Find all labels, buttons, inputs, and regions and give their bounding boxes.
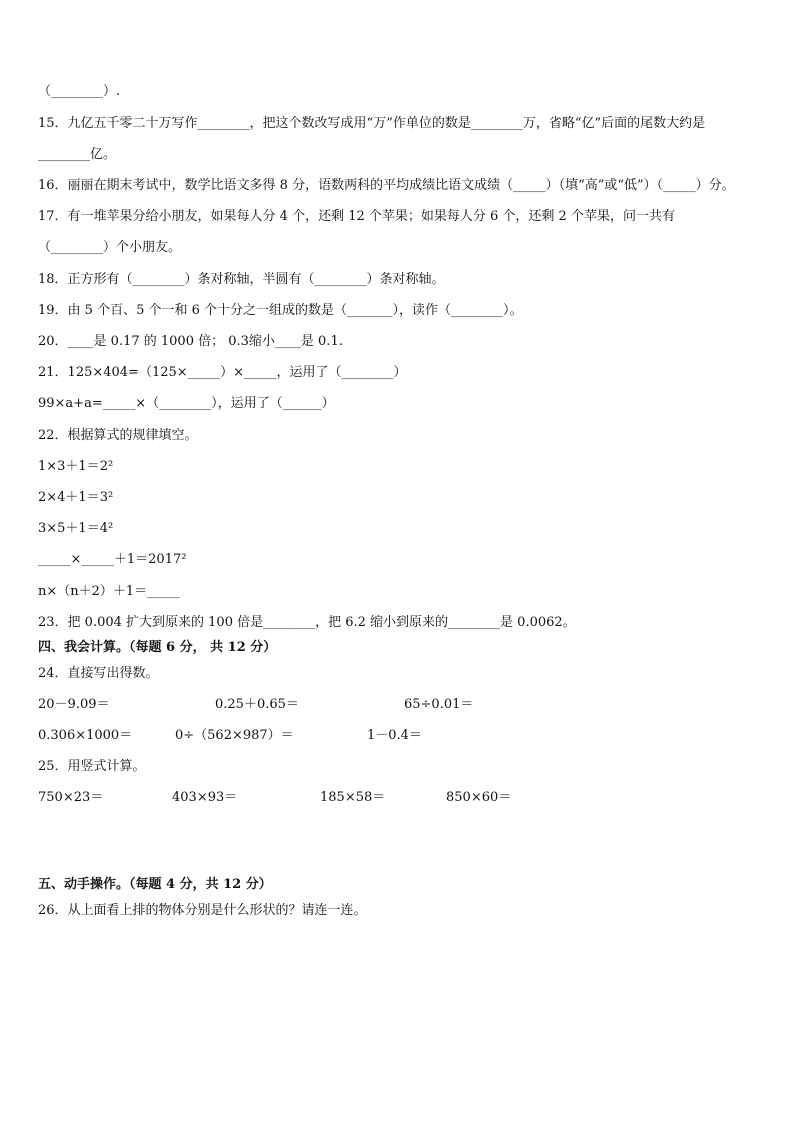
pattern-line-2: 2×4＋1＝3² [38,490,114,505]
question-17: 17．有一堆苹果分给小朋友，如果每人分 4 个，还剩 12 个苹果；如果每人分 6 个，还剩 2 个苹果，问一共有 [38,209,675,224]
section-4-heading: 四、我会计算。（每题 6 分， 共 12 分） [38,640,277,655]
calc-item: 20－9.09＝ [38,697,110,712]
question-16: 16．丽丽在期末考试中，数学比语文多得 8 分，语数两科的平均成绩比语文成绩（_____）（填“高”或“低”）（_____）分。 [38,178,735,193]
question-21: 21．125×404=（125×_____）×_____，运用了（________） [38,365,407,380]
question-15: 15．九亿五千零二十万写作________，把这个数改写成用“万”作单位的数是________万，省略“亿”后面的尾数大约是 [38,116,706,131]
section-5-heading: 五、动手操作。（每题 4 分，共 12 分） [38,877,272,892]
calc-item: 185×58＝ [320,790,386,805]
calc-item: 0.306×1000＝ [38,728,133,743]
question-15-continued: ________亿。 [38,147,117,162]
calc-item: 0.25＋0.65＝ [215,697,299,712]
question-18: 18．正方形有（________）条对称轴，半圆有（________）条对称轴。 [38,272,445,287]
calc-item: 1－0.4＝ [367,728,422,743]
pattern-line-3: 3×5＋1＝4² [38,521,114,536]
calc-item: 0÷（562×987）＝ [175,728,294,743]
calc-item: 850×60＝ [446,790,512,805]
pattern-line-4: _____×_____＋1＝2017² [38,552,187,567]
question-19: 19．由 5 个百、5 个一和 6 个十分之一组成的数是（_______），读作（________）。 [38,303,523,318]
pattern-line-1: 1×3＋1＝2² [38,459,114,474]
pattern-line-5: n×（n＋2）＋1＝_____ [38,584,180,599]
question-24: 24．直接写出得数。 [38,666,159,681]
calc-item: 65÷0.01＝ [404,697,474,712]
question-21-part-2: 99×a+a=_____×（________），运用了（______） [38,396,335,411]
question-26: 26．从上面看上排的物体分别是什么形状的？请连一连。 [38,903,367,918]
q14-answer-blank: （________）. [38,84,121,99]
question-22: 22．根据算式的规律填空。 [38,428,198,443]
question-20: 20．____是 0.17 的 1000 倍； 0.3缩小____是 0.1. [38,334,343,349]
calc-item: 403×93＝ [172,790,238,805]
question-25: 25．用竖式计算。 [38,759,146,774]
question-17-continued: （________）个小朋友。 [38,240,182,255]
question-23: 23．把 0.004 扩大到原来的 100 倍是________，把 6.2 缩小到原来的________是 0.0062。 [38,615,576,630]
calc-item: 750×23＝ [38,790,104,805]
